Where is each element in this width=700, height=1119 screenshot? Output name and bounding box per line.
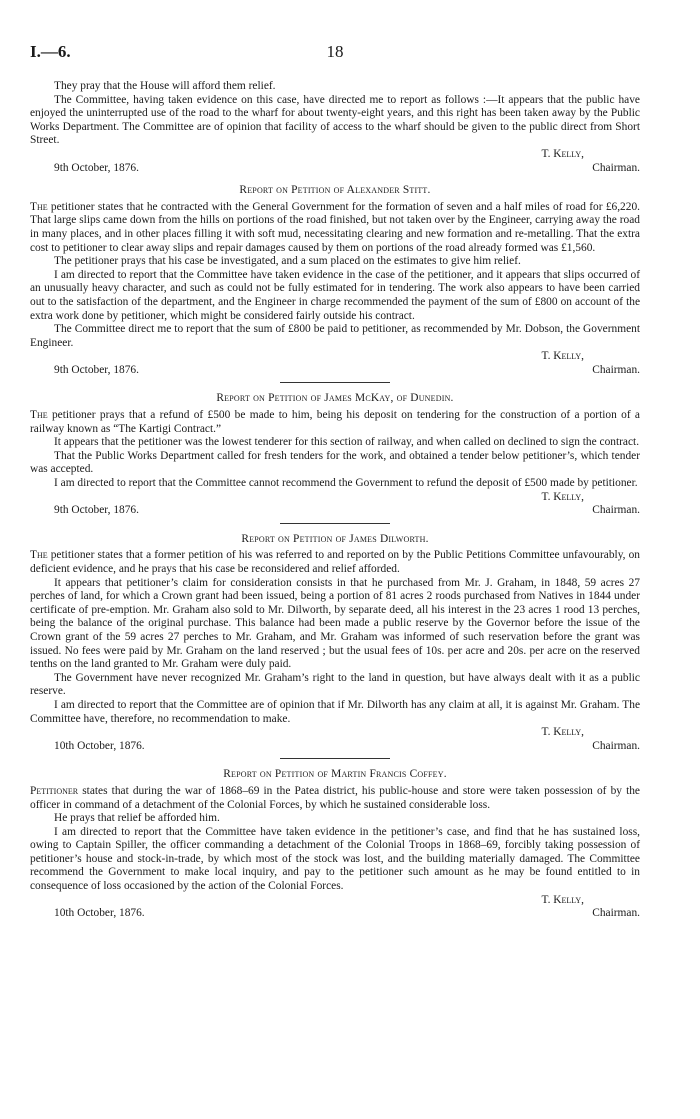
paragraph: It appears that petitioner’s claim for consideration consists in that he purchased from Mr. J. Graham, in 1848, 59 acres 27 perches of land, for which a Crown grant had been issued, being a portion of 81 acres 2 roods purchased from Natives in 1844 under certificate of pre-emption. Mr. Graham also sold to Mr. Dilworth, by separate deed, all his interest in the 23 acres 1 rood 13 perches, being the balance of the original purchase. This balance had been made a public reserve by the Governor before the issue of the Crown grant of the 59 acres 27 perches to Mr. Graham, and Mr. Graham was informed of such reservation before the grant was issued. No fees were paid by Mr. Graham on the land reserved ; but the usual fees of 10s. per acre and 20s. per acre on the reserved tenths on the land granted to Mr. Graham were duly paid.: [30, 576, 640, 671]
signer-title: Chairman.: [592, 907, 640, 920]
signer-name: T. Kelly,: [541, 350, 584, 363]
paragraph: The Government have never recognized Mr. Graham’s right to the land in question, but have always dealt with it as a public reserve.: [30, 671, 640, 698]
paragraph: The petitioner states that a former petition of his was referred to and reported on by the Public Petitions Committee unfavourably, on deficient evidence, and he prays that his case be reconsidered and relief afforded.: [30, 549, 640, 575]
signer-title: Chairman.: [592, 504, 640, 517]
signature-block: [30, 491, 640, 518]
paragraph: It appears that the petitioner was the lowest tenderer for this section of railway, and when called on declined to sign the contract.: [54, 436, 640, 449]
signature-block: [30, 726, 640, 753]
report-section: [30, 533, 640, 760]
paragraph: That the Public Works Department called for fresh tenders for the work, and obtained a tender below petitioner’s, which tender was accepted.: [30, 449, 640, 476]
paragraph: I am directed to report that the Committee cannot recommend the Government to refund the deposit of £500 made by petitioner.: [54, 477, 638, 490]
paragraph: Petitioner states that during the war of 1868–69 in the Patea district, his public-house and store were taken possession of by the officer in command of a detachment of the Colonial Forces, by which he sustained considerable loss.: [30, 784, 640, 811]
signer-name: T. Kelly,: [541, 490, 584, 503]
report-heading: Report on Petition of Martin Francis Coffey.: [223, 768, 447, 781]
report-date: 9th October, 1876.: [54, 363, 139, 376]
section-divider: [280, 523, 390, 524]
lead-word: The: [30, 409, 48, 422]
paragraph: I am directed to report that the Committee have taken evidence in the petitioner’s case, and find that he has sustained loss, owing to Captain Spiller, the officer commanding a detachment of the Colonial Troops in 1868–69, forcibly taking possession of petitioner’s house and stock-in-trade, by which most of the stock was lost, and the building materially damaged. The Committee recommend the Government to make local inquiry, and pay to the petitioner such amount as he may be found entitled to in consequence of loss occasioned by the action of the Colonial Forces.: [30, 825, 640, 893]
report-date: 9th October, 1876.: [54, 504, 139, 517]
intro-section: [30, 80, 640, 175]
report-heading: Report on Petition of James McKay, of Dunedin.: [216, 392, 454, 405]
signer-name: T. Kelly,: [541, 893, 584, 906]
page-content: [30, 78, 640, 921]
section-divider: [280, 758, 390, 759]
paragraph: The petitioner prays that his case be investigated, and a sum placed on the estimates to give him relief.: [54, 255, 521, 268]
report-heading: Report on Petition of Alexander Stitt.: [239, 184, 431, 197]
report-section: [30, 184, 640, 383]
signer-name: T. Kelly,: [541, 726, 584, 739]
report-section: [30, 392, 640, 523]
lead-word: Petitioner: [30, 784, 79, 797]
paragraph: The petitioner states that he contracted with the General Government for the formation of seven and a half miles of road for £6,220. That large slips came down from the hills on portions of the road finished, but not taken over by the Engineer, carrying away the road in many places, and in other places filling it with soft mud, necessitating clearing and new formation and re-metalling. That the extra cost to petitioner to clear away slips and repair damages caused by them on portions of the road already formed was £1,560.: [30, 200, 640, 254]
paragraph: The petitioner prays that a refund of £500 be made to him, being his deposit on tendering for the construction of a portion of a railway known as “The Kartigi Contract.”: [30, 409, 640, 435]
signer-name: T. Kelly,: [541, 147, 584, 160]
signer-title: Chairman.: [592, 161, 640, 174]
report-section: [30, 768, 640, 921]
paper-reference: I.—6.: [30, 42, 71, 61]
paragraph: The Committee, having taken evidence on this case, have directed me to report as follows :—It appears that the public have enjoyed the uninterrupted use of the road to the wharf for about twenty-eight years, and this right has been taken away by the Public Works Department. The Committee are of opinion that facility of access to the wharf should be given to the public direct from Short Street.: [30, 93, 640, 147]
signer-title: Chairman.: [592, 739, 640, 752]
report-date: 10th October, 1876.: [54, 739, 145, 752]
report-heading: Report on Petition of James Dilworth.: [241, 532, 429, 545]
lead-word: The: [30, 200, 48, 213]
section-divider: [280, 382, 390, 383]
paragraph: I am directed to report that the Committee have taken evidence in the case of the petitioner, and it appears that slips occurred of an unusually heavy character, and such as could not be fully estimated for in tendering. The work also appears to have been carried out to the satisfaction of the department, and the Engineer in charge recommended the payment of the sum of £800 on account of the extra work done by petitioner, which might be considered fairly outside his contract.: [30, 268, 640, 322]
signature-block: [30, 894, 640, 921]
paragraph: I am directed to report that the Committee are of opinion that if Mr. Dilworth has any claim at all, it is against Mr. Graham. The Committee have, therefore, no recommendation to make.: [30, 698, 640, 725]
lead-word: The: [30, 549, 48, 562]
page-header: [30, 42, 640, 62]
signer-title: Chairman.: [592, 363, 640, 376]
paragraph: The Committee direct me to report that the sum of £800 be paid to petitioner, as recommended by Mr. Dobson, the Government Engineer.: [30, 323, 640, 349]
signature-block: [30, 148, 640, 175]
signature-block: [30, 350, 640, 377]
page-number: 18: [326, 42, 344, 61]
paragraph: He prays that relief be afforded him.: [54, 812, 220, 825]
report-date: 10th October, 1876.: [54, 907, 145, 920]
paragraph: They pray that the House will afford them relief.: [54, 80, 276, 92]
report-date: 9th October, 1876.: [54, 161, 139, 174]
